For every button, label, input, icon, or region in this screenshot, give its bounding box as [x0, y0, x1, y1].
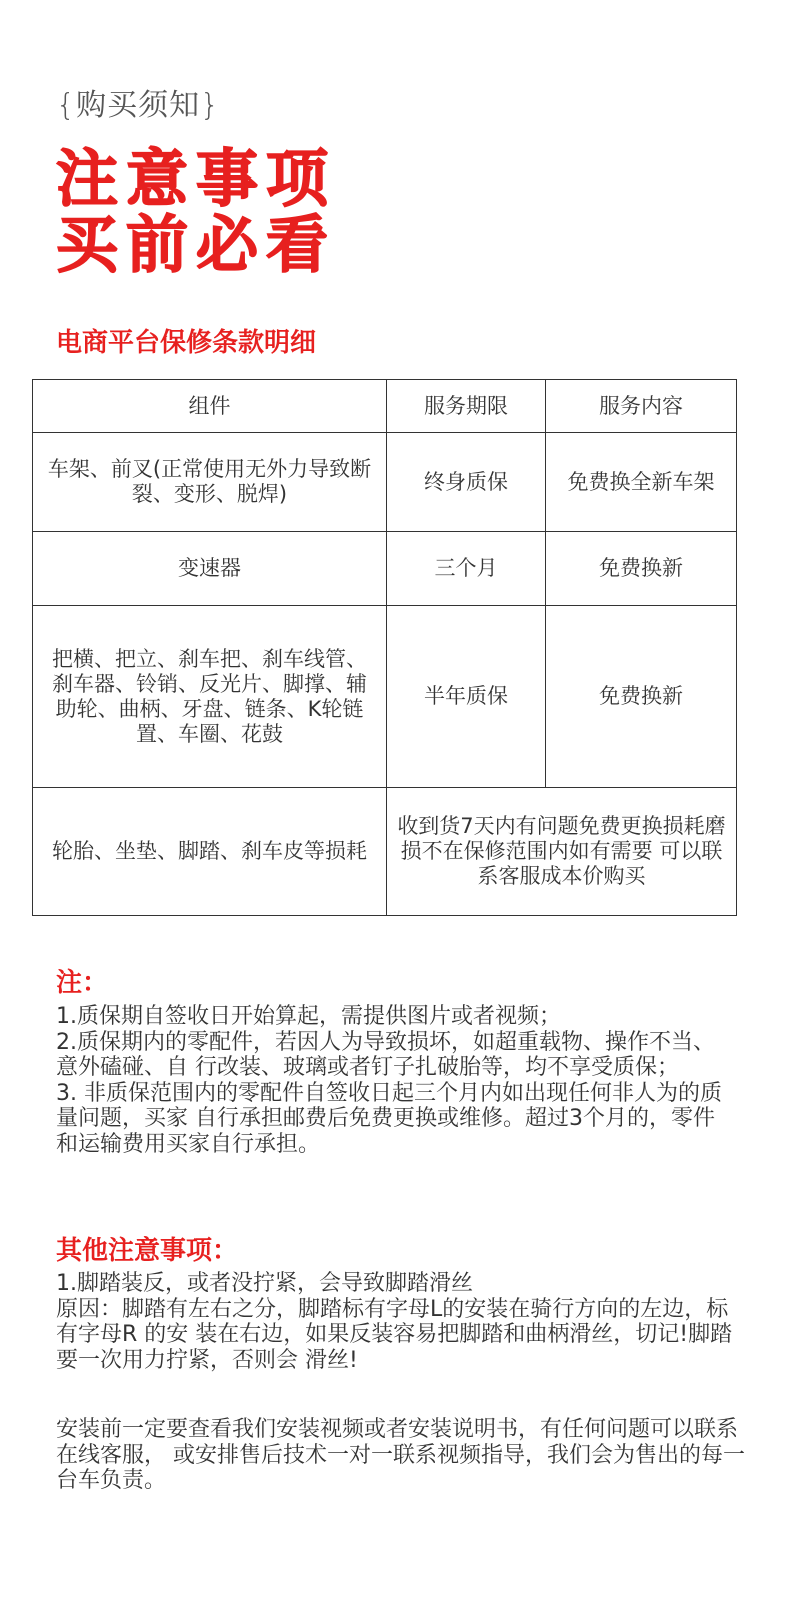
table-row: [33, 606, 737, 788]
warranty-table: [32, 379, 737, 916]
table-row: [33, 433, 737, 532]
cell-merged-terms: 收到货7天内有问题免费更换损耗磨损不在保修范围内如有需要 可以联系客服成本价购买: [387, 788, 737, 916]
cell-period: 半年质保: [387, 606, 546, 788]
cell-period: 三个月: [387, 532, 546, 606]
headline-line-1: 注意事项: [56, 142, 337, 215]
cell-component: 轮胎、坐垫、脚踏、刹车皮等损耗: [33, 788, 387, 916]
column-header-content: 服务内容: [546, 380, 737, 433]
column-header-component: 组件: [33, 380, 387, 433]
table-row: [33, 532, 737, 606]
table-header-row: [33, 380, 737, 433]
warranty-title: 电商平台保修条款明细: [56, 328, 317, 358]
other-notes-title: 其他注意事项：: [56, 1236, 239, 1266]
cell-content: 免费换新: [546, 606, 737, 788]
cell-component: 车架、前叉(正常使用无外力导致断裂、变形、脱焊): [33, 433, 387, 532]
table-row: [33, 788, 737, 916]
notes-body: 1.质保期自签收日开始算起，需提供图片或者视频； 2.质保期内的零配件，若因人为导致损坏，如超重载物、操作不当、意外磕碰、自 行改装、玻璃或者钉子扎破胎等，均不享受质保； 3. 非质保范围内的零配件自签收日起三个月内如出现任何非人为的质量问题，买家 自行承担邮费后免费更换或维修。超过3个月的，零件和运输费用买家自行承担。: [56, 1004, 722, 1157]
section-kicker: {购买须知}: [56, 88, 221, 123]
cell-content: 免费换新: [546, 532, 737, 606]
cell-component: 变速器: [33, 532, 387, 606]
cell-period: 终身质保: [387, 433, 546, 532]
final-notice: 安装前一定要查看我们安装视频或者安装说明书，有任何问题可以联系在线客服， 或安排售后技术一对一联系视频指导，我们会为售出的每一台车负责。: [56, 1417, 745, 1493]
other-notes-body: 1.脚踏装反，或者没拧紧，会导致脚踏滑丝 原因：脚踏有左右之分，脚踏标有字母L的安装在骑行方向的左边，标有字母R 的安 装在右边，如果反装容易把脚踏和曲柄滑丝，切记!脚踏要一次用力拧紧，否则会 滑丝!: [56, 1271, 733, 1373]
cell-component: 把横、把立、刹车把、刹车线管、刹车器、铃销、反光片、脚撑、辅助轮、曲柄、牙盘、链条、K轮链置、车圈、花鼓: [33, 606, 387, 788]
column-header-period: 服务期限: [387, 380, 546, 433]
notes-title: 注：: [56, 968, 109, 998]
cell-content: 免费换全新车架: [546, 433, 737, 532]
headline-line-2: 买前必看: [56, 208, 337, 281]
